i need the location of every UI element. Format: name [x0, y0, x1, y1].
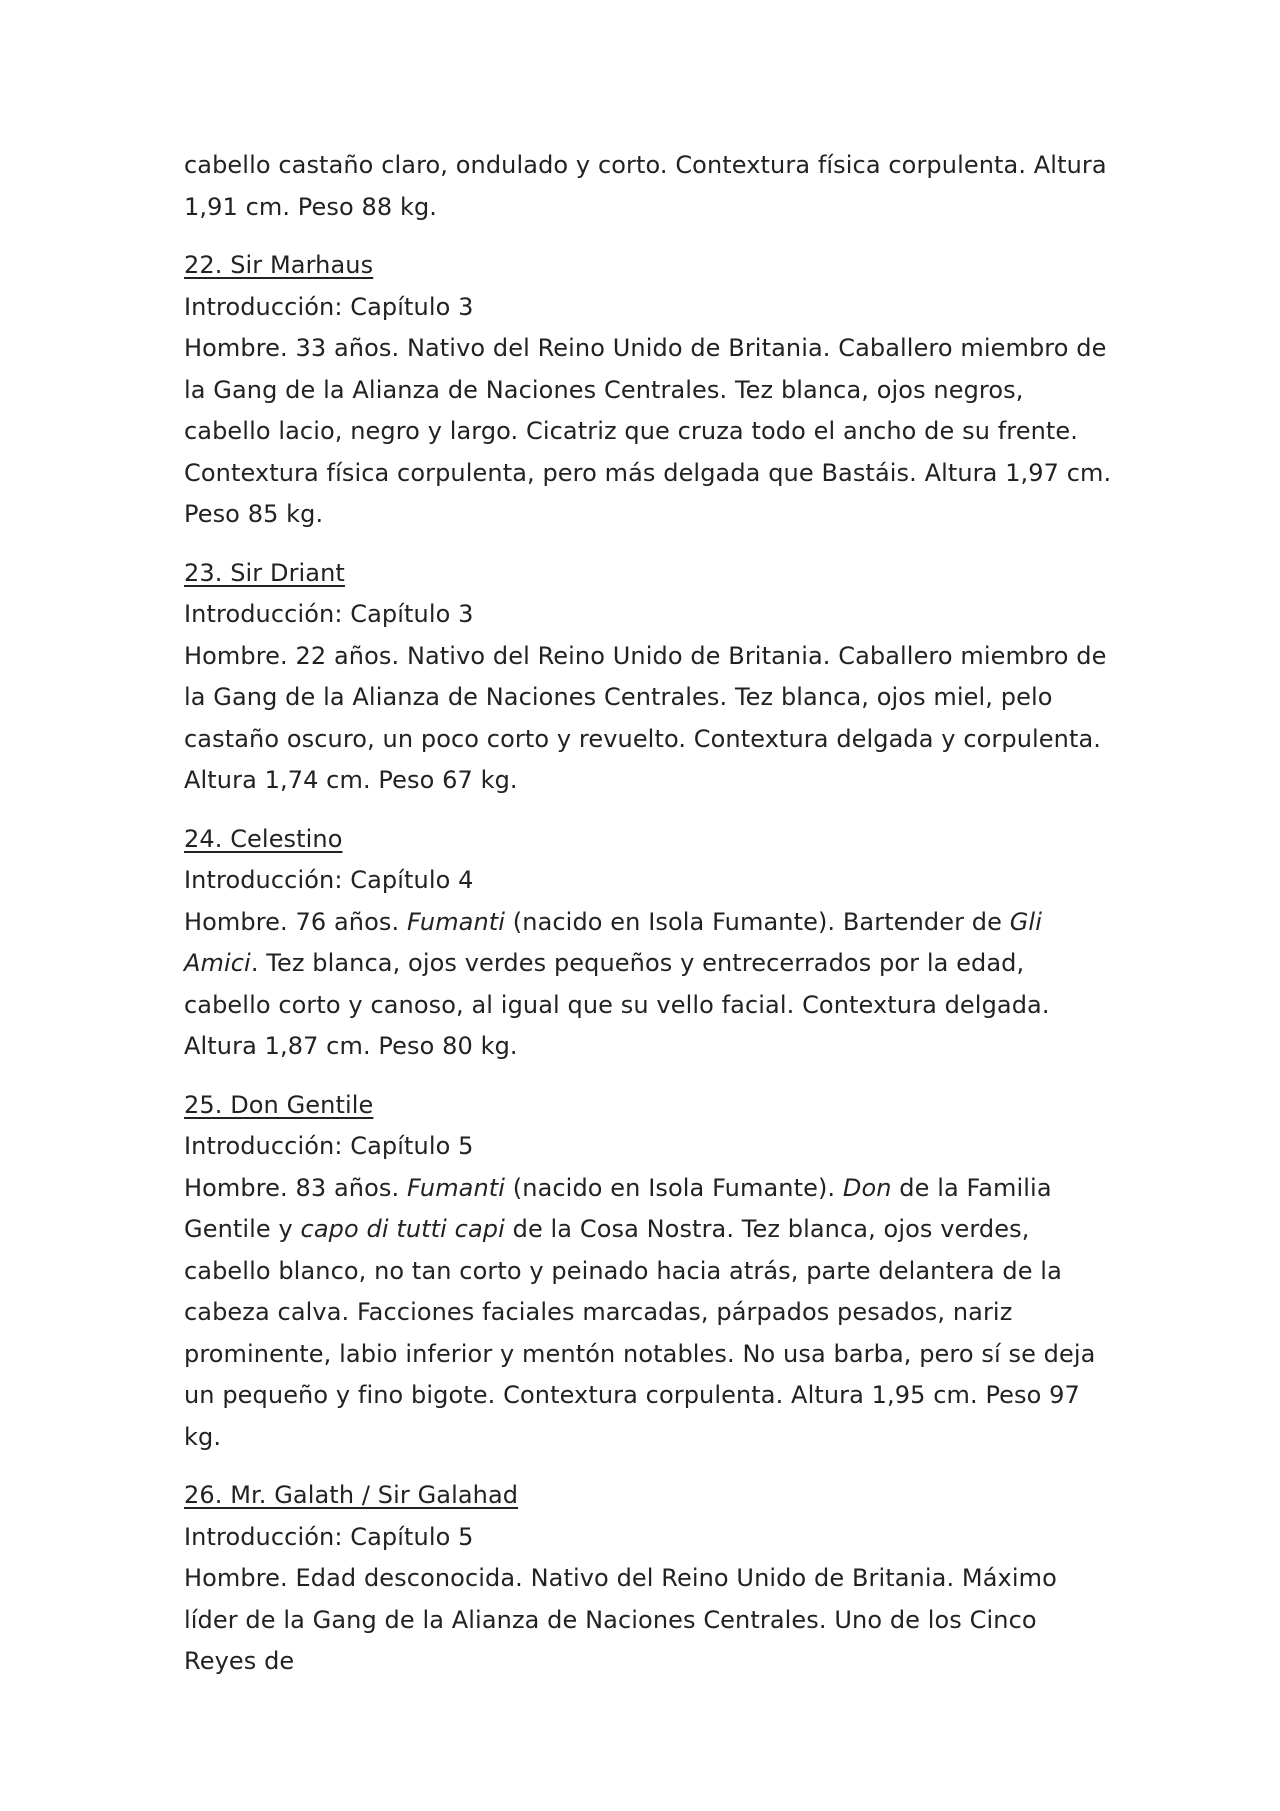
description-text: Hombre. Edad desconocida. Nativo del Reino Unido de Britania. Máximo líder de la Gang de la Alianza de Naciones Centrales. Uno de los Cinco Reyes de	[184, 1564, 1057, 1675]
character-description	[184, 902, 1114, 1068]
character-introduction: Introducción: Capítulo 3	[184, 600, 474, 628]
character-description	[184, 636, 1114, 802]
description-text: de la Familia Gentile y	[184, 1173, 1052, 1243]
description-text: Hombre. 22 años. Nativo del Reino Unido de Britania. Caballero miembro de la Gang de la Alianza de Naciones Centrales. Tez blanca, ojos miel, pelo castaño oscuro, un poco corto y revuelto. Contextura delgada y corpulenta. Altura 1,74 cm. Peso 67 kg.	[184, 641, 1107, 794]
description-text: (nacido en Isola Fumante).	[505, 1173, 843, 1202]
character-entry	[184, 1475, 1114, 1683]
description-text: de la Cosa Nostra. Tez blanca, ojos verdes, cabello blanco, no tan corto y peinado hacia atrás, parte delantera de la cabeza calva. Facciones faciales marcadas, párpados pesados, nariz prominente, labio inferior y mentón notables. No usa barba, pero sí se deja un pequeño y fino bigote. Contextura corpulenta. Altura 1,95 cm. Peso 97 kg.	[184, 1215, 1096, 1451]
italic-text: Fumanti	[406, 907, 506, 936]
description-text: Hombre. 33 años. Nativo del Reino Unido de Britania. Caballero miembro de la Gang de la Alianza de Naciones Centrales. Tez blanca, ojos negros, cabello lacio, negro y largo. Cicatriz que cruza todo el ancho de su frente. Contextura física corpulenta, pero más delgada que Bastáis. Altura 1,97 cm. Peso 85 kg.	[184, 334, 1112, 528]
character-entry	[184, 1085, 1114, 1459]
description-text: Hombre. 76 años.	[184, 907, 407, 936]
character-entry	[184, 819, 1114, 1068]
character-description	[184, 1168, 1114, 1459]
italic-text: Gli Amici	[184, 907, 1042, 977]
character-title: 26. Mr. Galath / Sir Galahad	[184, 1481, 519, 1509]
character-entry	[184, 553, 1114, 802]
description-text: (nacido en Isola Fumante). Bartender de	[505, 907, 1010, 936]
character-description	[184, 1558, 1114, 1683]
character-introduction: Introducción: Capítulo 4	[184, 866, 474, 894]
document-body	[184, 145, 1114, 1700]
character-title: 25. Don Gentile	[184, 1090, 374, 1119]
italic-text: capo di tutti capi	[300, 1215, 505, 1243]
description-text: . Tez blanca, ojos verdes pequeños y entrecerrados por la edad, cabello corto y canoso, al igual que su vello facial. Contextura delgada. Altura 1,87 cm. Peso 80 kg.	[184, 949, 1050, 1060]
description-text: Hombre. 83 años.	[184, 1173, 407, 1202]
character-introduction: Introducción: Capítulo 3	[184, 292, 474, 321]
italic-text: Don	[842, 1173, 892, 1202]
character-title: 23. Sir Driant	[184, 558, 345, 587]
italic-text: Fumanti	[406, 1173, 506, 1202]
character-title: 24. Celestino	[184, 824, 343, 853]
character-description	[184, 328, 1114, 536]
character-list	[184, 245, 1114, 1683]
continuation-paragraph: cabello castaño claro, ondulado y corto. Contextura física corpulenta. Altura 1,91 cm. Peso 88 kg.	[184, 151, 1107, 221]
character-title: 22. Sir Marhaus	[184, 251, 374, 279]
character-entry	[184, 245, 1114, 536]
character-introduction: Introducción: Capítulo 5	[184, 1132, 474, 1160]
character-introduction: Introducción: Capítulo 5	[184, 1522, 474, 1551]
